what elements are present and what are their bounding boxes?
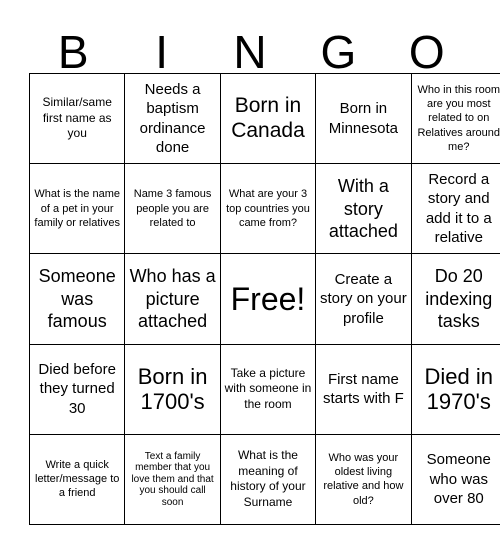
- bingo-cell[interactable]: Someone who was over 80: [411, 434, 500, 524]
- bingo-cell[interactable]: Died before they turned 30: [30, 344, 125, 434]
- bingo-cell[interactable]: Who in this room are you most related to on Relatives around me?: [411, 74, 500, 164]
- bingo-cell[interactable]: Died in 1970's: [411, 344, 500, 434]
- header-letter-i: I: [155, 26, 168, 78]
- free-space-cell[interactable]: Free!: [220, 254, 315, 344]
- header-letter-n: N: [233, 26, 267, 78]
- header-letter-b: B: [57, 26, 89, 78]
- board-row: [30, 344, 500, 434]
- bingo-cell[interactable]: First name starts with F: [316, 344, 411, 434]
- bingo-cell[interactable]: Born in Minnesota: [316, 74, 411, 164]
- bingo-cell[interactable]: Text a family member that you love them and that you should call soon: [125, 434, 220, 524]
- bingo-cell[interactable]: Take a picture with someone in the room: [220, 344, 315, 434]
- board-row: [30, 254, 500, 344]
- bingo-cell[interactable]: Needs a baptism ordinance done: [125, 74, 220, 164]
- bingo-cell[interactable]: Born in Canada: [220, 74, 315, 164]
- bingo-cell[interactable]: Record a story and add it to a relative: [411, 164, 500, 254]
- bingo-cell[interactable]: What are your 3 top countries you came from?: [220, 164, 315, 254]
- bingo-cell[interactable]: Similar/same first name as you: [30, 74, 125, 164]
- bingo-board: [29, 73, 500, 525]
- board-row: [30, 164, 500, 254]
- bingo-cell[interactable]: What is the name of a pet in your family or relatives: [30, 164, 125, 254]
- bingo-cell[interactable]: Born in 1700's: [125, 344, 220, 434]
- bingo-cell[interactable]: Name 3 famous people you are related to: [125, 164, 220, 254]
- bingo-cell[interactable]: Write a quick letter/message to a friend: [30, 434, 125, 524]
- board-row: [30, 434, 500, 524]
- bingo-cell[interactable]: Who has a picture attached: [125, 254, 220, 344]
- bingo-cell[interactable]: What is the meaning of history of your Surname: [220, 434, 315, 524]
- bingo-cell[interactable]: Create a story on your profile: [316, 254, 411, 344]
- bingo-cell[interactable]: With a story attached: [316, 164, 411, 254]
- board-row: [30, 74, 500, 164]
- bingo-cell[interactable]: Do 20 indexing tasks: [411, 254, 500, 344]
- bingo-cell[interactable]: Someone was famous: [30, 254, 125, 344]
- bingo-cell[interactable]: Who was your oldest living relative and how old?: [316, 434, 411, 524]
- header-letter-g: G: [320, 26, 357, 78]
- header-letter-o: O: [408, 26, 445, 78]
